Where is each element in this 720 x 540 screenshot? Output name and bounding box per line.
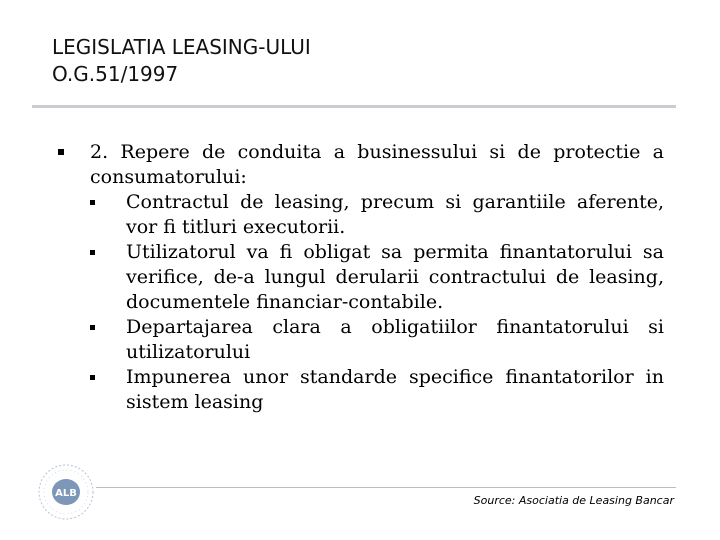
alb-logo-icon — [26, 460, 106, 524]
sub-bullet-list — [90, 190, 664, 415]
title-line-2: O.G.51/1997 — [52, 62, 179, 86]
square-bullet-icon — [58, 149, 64, 155]
sub-bullet-text: Utilizatorul va fi obligat sa permita finantatorului sa verifice, de-a lungul derularii contractului de leasing, documentele financiar-contabile. — [126, 241, 664, 313]
slide-title — [52, 34, 672, 88]
main-bullet-item — [58, 140, 664, 415]
sub-bullet-item — [90, 190, 664, 240]
slide-body — [58, 140, 664, 415]
sub-bullet-item — [90, 240, 664, 315]
sub-bullet-text: Departajarea clara a obligatiilor finantatorului si utilizatorului — [126, 316, 664, 363]
square-bullet-icon — [90, 325, 95, 330]
sub-bullet-text: Impunerea unor standarde specifice finantatorilor in sistem leasing — [126, 366, 664, 413]
square-bullet-icon — [90, 375, 95, 380]
sub-bullet-item — [90, 315, 664, 365]
sub-bullet-text: Contractul de leasing, precum si garantiile aferente, vor fi titluri executorii. — [126, 191, 664, 238]
title-divider — [32, 105, 676, 108]
square-bullet-icon — [90, 250, 95, 255]
title-line-1: LEGISLATIA LEASING-ULUI — [52, 35, 311, 59]
logo-text: ALB — [55, 488, 77, 499]
sub-bullet-item — [90, 365, 664, 415]
square-bullet-icon — [90, 200, 95, 205]
main-bullet-text: 2. Repere de conduita a businessului si de protectie a consumatorului: — [90, 141, 664, 188]
source-note: Source: Asociatia de Leasing Bancar — [473, 494, 674, 507]
footer-divider — [96, 487, 676, 488]
